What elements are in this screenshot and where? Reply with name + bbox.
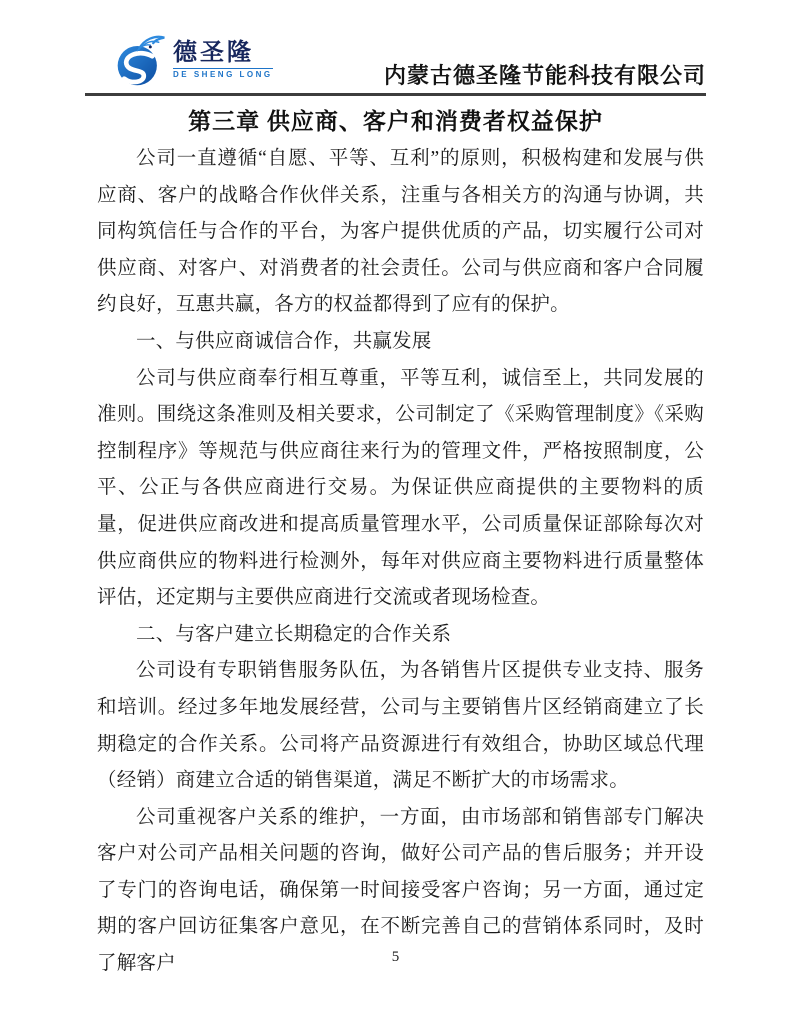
company-name: 内蒙古德圣隆节能科技有限公司 [383,63,706,88]
paragraph: 公司与供应商奉行相互尊重，平等互利，诚信至上，共同发展的准则。围绕这条准则及相关要求，公司制定了《采购管理制度》《采购控制程序》等规范与供应商往来行为的管理文件，严格按照制度，公平、公正与各供应商进行交易。为保证供应商提供的主要物料的质量，促进供应商改进和提高质量管理水平，公司质量保证部除每次对供应商供应的物料进行检测外，每年对供应商主要物料进行质量整体评估，还定期与主要供应商进行交流或者现场检查。 [97,367,704,609]
logo-name-en: DE SHENG LONG [173,70,273,79]
chapter-title: 第三章 供应商、客户和消费者权益保护 [188,109,603,134]
section-heading-2: 二、与客户建立长期稳定的合作关系 [136,623,452,645]
paragraph: 公司重视客户关系的维护，一方面，由市场部和销售部专门解决客户对公司产品相关问题的咨询，做好公司产品的售后服务；并开设了专门的咨询电话，确保第一时间接受客户咨询；另一方面，通过定期的客户回访征集客户意见，在不断完善自己的营销体系同时，及时了解客户 [97,806,704,975]
section-heading-1: 一、与供应商诚信合作，共赢发展 [136,330,432,352]
logo-name-cn: 德圣隆 [173,39,254,66]
paragraph: 公司设有专职销售服务队伍，为各销售片区提供专业支持、服务和培训。经过多年地发展经营，公司与主要销售片区经销商建立了长期稳定的合作关系。公司将产品资源进行有效组合，协助区域总代理（经销）商建立合适的销售渠道，满足不断扩大的市场需求。 [97,660,704,792]
company-logo [113,32,273,88]
page-number: 5 [391,949,400,965]
document-body [97,141,704,983]
paragraph: 公司一直遵循“自愿、平等、互利”的原则，积极构建和发展与供应商、客户的战略合作伙伴关系，注重与各相关方的沟通与协调，共同构筑信任与合作的平台，为客户提供优质的产品，切实履行公司对供应商、对客户、对消费者的社会责任。公司与供应商和客户合同履约良好，互惠共赢，各方的权益都得到了应有的保护。 [97,148,704,316]
dragon-logo-icon [113,32,169,88]
page-header [85,0,706,96]
logo-text [173,41,273,79]
